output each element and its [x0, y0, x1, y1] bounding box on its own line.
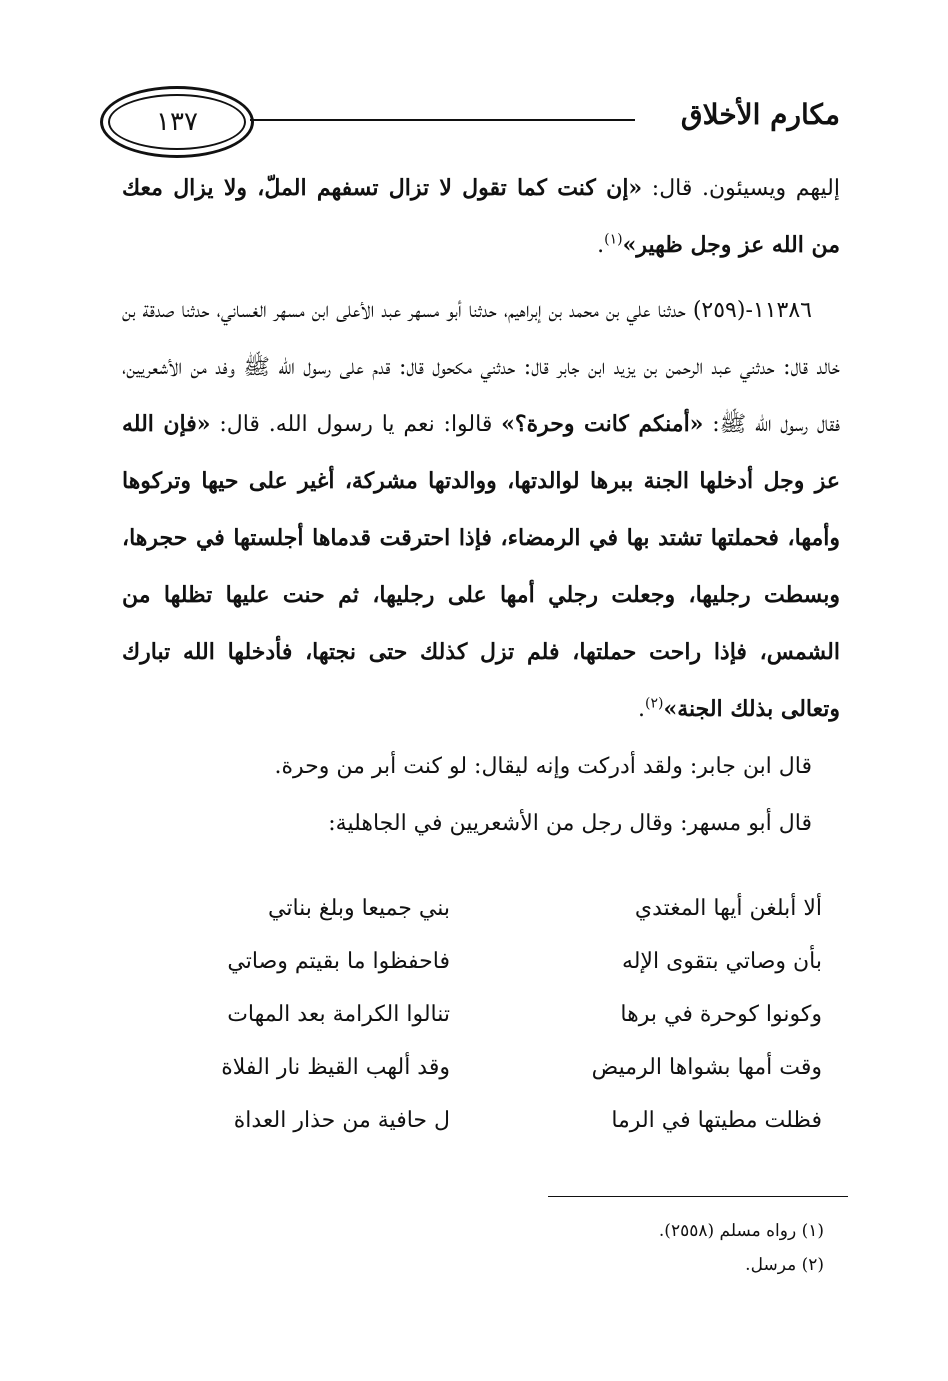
- paragraph-1-plain: إليهم ويسيئون. قال:: [642, 176, 840, 201]
- poem-verse: [150, 1002, 822, 1055]
- hadith-reply: قالوا: نعم يا رسول الله. قال:: [210, 412, 502, 437]
- hadith-isnad: ١١٣٨٦-(٢٥٩) حدثنا علي بن محمد بن إبراهيم، حدثنا أبو مسهر عبد الأعلى ابن مسهر الغساني، حدثنا صدقة بن خالد قال: حدثني عبد الرحمن بن يزيد ابن جابر قال: حدثني مكحول قال: قدم على رسول الله ﷺ وفد من الأشعريين، فقال رسول الله ﷺ:: [122, 298, 840, 437]
- poem-verse: [150, 896, 822, 949]
- hadith-question: «أمنكم كانت وحرة؟»: [501, 411, 704, 437]
- poem-verse: [150, 1055, 822, 1108]
- hadith-quote-1: «إن كنت كما تقول لا تزال تسفهم الملّ، ولا يزال معك من الله عز وجل ظهير»: [122, 175, 840, 258]
- poem: [150, 896, 822, 1161]
- verse-first-hemistich: وكونوا كوحرة في برها: [620, 1002, 822, 1027]
- verse-second-hemistich: فاحفظوا ما بقيتم وصاتي: [227, 949, 450, 974]
- paragraph-1-end: .: [597, 233, 605, 258]
- paragraph-3: قال ابن جابر: ولقد أدركت وإنه ليقال: لو كنت أبر من وحرة.: [274, 754, 812, 779]
- paragraph-2-end: .: [637, 697, 645, 722]
- verse-first-hemistich: بأن وصاتي بتقوى الإله: [621, 949, 822, 974]
- verse-second-hemistich: بني جميعا وبلغ بناتي: [267, 896, 450, 921]
- verse-first-hemistich: وقت أمها بشواها الرميض: [591, 1055, 822, 1080]
- footnote-rule: [548, 1196, 848, 1197]
- page-number: ١٣٧: [156, 107, 198, 137]
- page-header: [100, 84, 840, 156]
- footnote-1: (١) رواه مسلم (٢٥٥٨).: [658, 1221, 824, 1241]
- verse-second-hemistich: ل حافية من حذار العداة: [233, 1108, 450, 1133]
- header-rule: [250, 119, 635, 121]
- verse-first-hemistich: ألا أبلغن أيها المغتدي: [634, 896, 822, 921]
- poem-verse: [150, 1108, 822, 1161]
- main-text: [122, 160, 840, 852]
- page-number-frame: [100, 86, 254, 158]
- verse-second-hemistich: تنالوا الكرامة بعد المهات: [227, 1002, 450, 1027]
- verse-first-hemistich: فظلت مطيتها في الرما: [611, 1108, 822, 1133]
- footnote-2: (٢) مرسل.: [745, 1255, 824, 1275]
- footnote-ref-1: (١): [604, 231, 623, 248]
- book-title: مكارم الأخلاق: [680, 98, 840, 131]
- footnote-ref-2: (٢): [644, 695, 664, 712]
- hadith-quote-2: «فإن الله عز وجل أدخلها الجنة ببرها لوالدتها، ووالدتها مشركة، أغير على حيها وتركوها وأمها، فحملتها تشتد بها في الرمضاء، فإذا احترقت قدماها أجلستها في حجرها، وبسطت رجليها، وجعلت رجلي أمها على رجليها، ثم حنت عليها تظلها من الشمس، فإذا راحت حملتها، فلم تزل كذلك حتى نجتها، فأدخلها الله تبارك وتعالى بذلك الجنة»: [122, 411, 840, 722]
- footnotes: [124, 1214, 824, 1282]
- poem-verse: [150, 949, 822, 1002]
- paragraph-1: [122, 160, 840, 274]
- paragraph-4: قال أبو مسهر: وقال رجل من الأشعريين في الجاهلية:: [328, 811, 812, 836]
- paragraph-2: [122, 282, 840, 738]
- verse-second-hemistich: وقد ألهب القيظ نار الفلاة: [221, 1055, 450, 1080]
